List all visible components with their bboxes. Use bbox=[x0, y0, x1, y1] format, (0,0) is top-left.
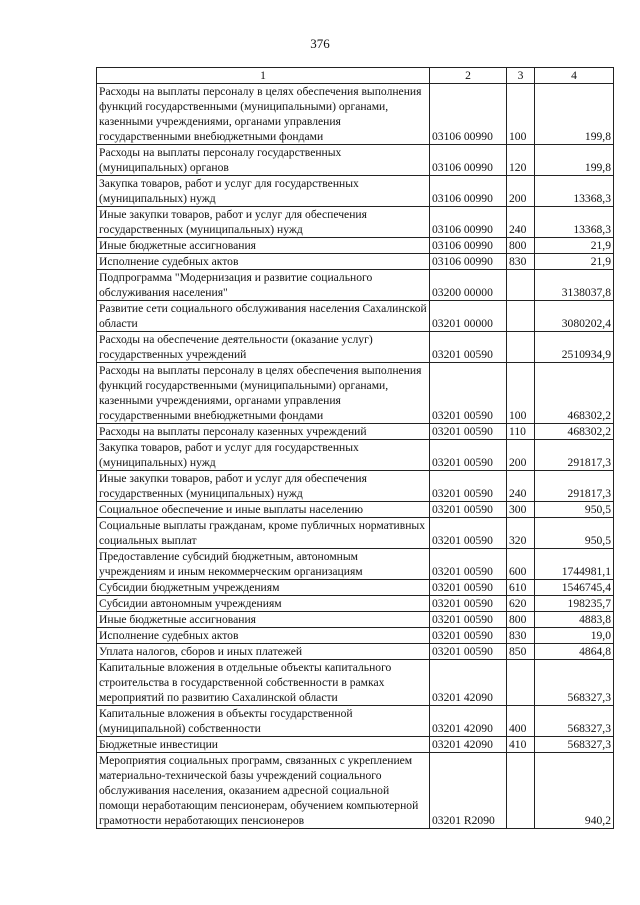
row-type-cell: 400 bbox=[507, 706, 535, 737]
row-name-cell: Закупка товаров, работ и услуг для государственных (муниципальных) нужд bbox=[97, 176, 430, 207]
row-code-cell: 03201 42090 bbox=[430, 706, 507, 737]
row-code-cell: 03106 00990 bbox=[430, 145, 507, 176]
row-code-cell: 03201 00590 bbox=[430, 424, 507, 440]
row-name-cell: Уплата налогов, сборов и иных платежей bbox=[97, 644, 430, 660]
row-type-cell: 850 bbox=[507, 644, 535, 660]
row-amount-cell: 21,9 bbox=[535, 254, 614, 270]
row-name-cell: Иные бюджетные ассигнования bbox=[97, 612, 430, 628]
row-amount-cell: 198235,7 bbox=[535, 596, 614, 612]
table-row bbox=[97, 440, 614, 471]
row-amount-cell: 291817,3 bbox=[535, 440, 614, 471]
row-type-cell bbox=[507, 332, 535, 363]
row-code-cell: 03201 00590 bbox=[430, 549, 507, 580]
table-row bbox=[97, 176, 614, 207]
table-row bbox=[97, 596, 614, 612]
table-row bbox=[97, 207, 614, 238]
row-code-cell: 03201 00590 bbox=[430, 644, 507, 660]
row-amount-cell: 2510934,9 bbox=[535, 332, 614, 363]
row-amount-cell: 568327,3 bbox=[535, 660, 614, 706]
row-type-cell: 410 bbox=[507, 737, 535, 753]
row-name-cell: Расходы на обеспечение деятельности (оказание услуг) государственных учреждений bbox=[97, 332, 430, 363]
table-row bbox=[97, 238, 614, 254]
row-name-cell: Исполнение судебных актов bbox=[97, 254, 430, 270]
row-amount-cell: 4883,8 bbox=[535, 612, 614, 628]
row-name-cell: Расходы на выплаты персоналу казенных учреждений bbox=[97, 424, 430, 440]
table-row bbox=[97, 706, 614, 737]
row-amount-cell: 13368,3 bbox=[535, 176, 614, 207]
row-code-cell: 03106 00990 bbox=[430, 207, 507, 238]
table-row bbox=[97, 363, 614, 424]
row-name-cell: Капитальные вложения в объекты государственной (муниципальной) собственности bbox=[97, 706, 430, 737]
row-amount-cell: 199,8 bbox=[535, 84, 614, 145]
budget-table bbox=[96, 67, 614, 829]
row-type-cell: 800 bbox=[507, 238, 535, 254]
table-row bbox=[97, 737, 614, 753]
row-type-cell: 320 bbox=[507, 518, 535, 549]
table-header-row bbox=[97, 68, 614, 84]
row-type-cell: 300 bbox=[507, 502, 535, 518]
table-row bbox=[97, 518, 614, 549]
row-code-cell: 03201 R2090 bbox=[430, 753, 507, 829]
row-name-cell: Иные закупки товаров, работ и услуг для обеспечения государственных (муниципальных) нужд bbox=[97, 207, 430, 238]
row-type-cell: 120 bbox=[507, 145, 535, 176]
row-amount-cell: 1546745,4 bbox=[535, 580, 614, 596]
row-code-cell: 03201 00590 bbox=[430, 612, 507, 628]
row-code-cell: 03106 00990 bbox=[430, 84, 507, 145]
row-name-cell: Исполнение судебных актов bbox=[97, 628, 430, 644]
row-code-cell: 03201 00590 bbox=[430, 471, 507, 502]
row-type-cell: 610 bbox=[507, 580, 535, 596]
row-name-cell: Расходы на выплаты персоналу в целях обеспечения выполнения функций государственными (муниципальными) органами, казенными учреждениями, органами управления государственными внебюджетными фондами bbox=[97, 363, 430, 424]
row-name-cell: Развитие сети социального обслуживания населения Сахалинской области bbox=[97, 301, 430, 332]
row-amount-cell: 3080202,4 bbox=[535, 301, 614, 332]
row-type-cell: 800 bbox=[507, 612, 535, 628]
header-col-2: 2 bbox=[430, 68, 507, 84]
row-name-cell: Капитальные вложения в отдельные объекты капитального строительства в государственной собственности в рамках мероприятий по развитию Сахалинской области bbox=[97, 660, 430, 706]
row-code-cell: 03201 42090 bbox=[430, 660, 507, 706]
row-amount-cell: 13368,3 bbox=[535, 207, 614, 238]
row-type-cell: 200 bbox=[507, 440, 535, 471]
row-type-cell: 830 bbox=[507, 254, 535, 270]
table-row bbox=[97, 580, 614, 596]
row-name-cell: Социальное обеспечение и иные выплаты населению bbox=[97, 502, 430, 518]
header-col-1: 1 bbox=[97, 68, 430, 84]
table-row bbox=[97, 644, 614, 660]
row-name-cell: Закупка товаров, работ и услуг для государственных (муниципальных) нужд bbox=[97, 440, 430, 471]
row-amount-cell: 468302,2 bbox=[535, 424, 614, 440]
row-amount-cell: 950,5 bbox=[535, 502, 614, 518]
row-amount-cell: 19,0 bbox=[535, 628, 614, 644]
row-type-cell: 830 bbox=[507, 628, 535, 644]
row-name-cell: Иные бюджетные ассигнования bbox=[97, 238, 430, 254]
row-code-cell: 03106 00990 bbox=[430, 238, 507, 254]
row-code-cell: 03201 00590 bbox=[430, 628, 507, 644]
row-amount-cell: 940,2 bbox=[535, 753, 614, 829]
row-type-cell: 600 bbox=[507, 549, 535, 580]
table-row bbox=[97, 301, 614, 332]
row-name-cell: Субсидии автономным учреждениям bbox=[97, 596, 430, 612]
row-amount-cell: 4864,8 bbox=[535, 644, 614, 660]
row-amount-cell: 21,9 bbox=[535, 238, 614, 254]
row-name-cell: Подпрограмма "Модернизация и развитие социального обслуживания населения" bbox=[97, 270, 430, 301]
row-type-cell: 100 bbox=[507, 84, 535, 145]
row-type-cell: 620 bbox=[507, 596, 535, 612]
table-body bbox=[97, 84, 614, 829]
table-row bbox=[97, 612, 614, 628]
row-code-cell: 03201 00590 bbox=[430, 502, 507, 518]
row-code-cell: 03201 00590 bbox=[430, 440, 507, 471]
row-name-cell: Расходы на выплаты персоналу государственных (муниципальных) органов bbox=[97, 145, 430, 176]
header-col-4: 4 bbox=[535, 68, 614, 84]
row-type-cell: 240 bbox=[507, 471, 535, 502]
row-code-cell: 03201 00590 bbox=[430, 596, 507, 612]
row-name-cell: Субсидии бюджетным учреждениям bbox=[97, 580, 430, 596]
table-row bbox=[97, 270, 614, 301]
row-name-cell: Расходы на выплаты персоналу в целях обеспечения выполнения функций государственными (муниципальными) органами, казенными учреждениями, органами управления государственными внебюджетными фондами bbox=[97, 84, 430, 145]
table-row bbox=[97, 84, 614, 145]
table-row bbox=[97, 332, 614, 363]
row-type-cell: 100 bbox=[507, 363, 535, 424]
header-col-3: 3 bbox=[507, 68, 535, 84]
row-code-cell: 03201 00000 bbox=[430, 301, 507, 332]
row-type-cell bbox=[507, 753, 535, 829]
row-name-cell: Мероприятия социальных программ, связанных с укреплением материально-технической базы учреждений социального обслуживания населения, оказанием адресной социальной помощи неработающим пенсионерам, обучением компьютерной грамотности неработающих пенсионеров bbox=[97, 753, 430, 829]
table-row bbox=[97, 424, 614, 440]
row-code-cell: 03201 00590 bbox=[430, 332, 507, 363]
row-amount-cell: 568327,3 bbox=[535, 737, 614, 753]
row-type-cell bbox=[507, 270, 535, 301]
table-row bbox=[97, 471, 614, 502]
row-type-cell: 240 bbox=[507, 207, 535, 238]
row-name-cell: Социальные выплаты гражданам, кроме публичных нормативных социальных выплат bbox=[97, 518, 430, 549]
row-code-cell: 03201 42090 bbox=[430, 737, 507, 753]
row-name-cell: Предоставление субсидий бюджетным, автономным учреждениям и иным некоммерческим организациям bbox=[97, 549, 430, 580]
row-name-cell: Иные закупки товаров, работ и услуг для обеспечения государственных (муниципальных) нужд bbox=[97, 471, 430, 502]
table-row bbox=[97, 502, 614, 518]
row-amount-cell: 568327,3 bbox=[535, 706, 614, 737]
table-row bbox=[97, 628, 614, 644]
row-type-cell bbox=[507, 301, 535, 332]
row-code-cell: 03106 00990 bbox=[430, 254, 507, 270]
table-row bbox=[97, 549, 614, 580]
row-amount-cell: 468302,2 bbox=[535, 363, 614, 424]
row-amount-cell: 3138037,8 bbox=[535, 270, 614, 301]
row-code-cell: 03200 00000 bbox=[430, 270, 507, 301]
table-row bbox=[97, 660, 614, 706]
row-code-cell: 03201 00590 bbox=[430, 518, 507, 549]
row-type-cell: 200 bbox=[507, 176, 535, 207]
row-type-cell: 110 bbox=[507, 424, 535, 440]
table-row bbox=[97, 753, 614, 829]
table-row bbox=[97, 145, 614, 176]
table-row bbox=[97, 254, 614, 270]
row-amount-cell: 1744981,1 bbox=[535, 549, 614, 580]
row-code-cell: 03201 00590 bbox=[430, 363, 507, 424]
row-amount-cell: 291817,3 bbox=[535, 471, 614, 502]
row-type-cell bbox=[507, 660, 535, 706]
page-number: 376 bbox=[310, 36, 330, 51]
row-amount-cell: 199,8 bbox=[535, 145, 614, 176]
row-name-cell: Бюджетные инвестиции bbox=[97, 737, 430, 753]
row-amount-cell: 950,5 bbox=[535, 518, 614, 549]
row-code-cell: 03201 00590 bbox=[430, 580, 507, 596]
row-code-cell: 03106 00990 bbox=[430, 176, 507, 207]
